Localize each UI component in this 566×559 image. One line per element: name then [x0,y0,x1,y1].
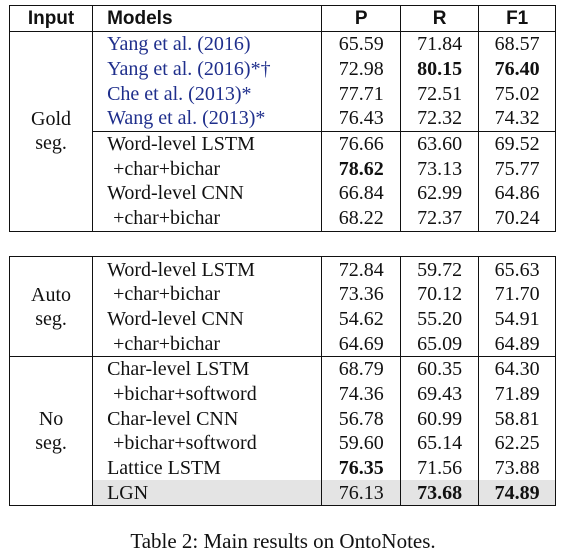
header-r: R [400,6,478,32]
value-r: 73.13 [400,156,478,181]
model-name: Word-level LSTM [93,257,322,282]
value-r: 72.32 [400,106,478,131]
table-row [10,257,556,282]
header-f1: F1 [479,6,556,32]
table-caption: Table 2: Main results on OntoNotes. [130,529,436,553]
value-p: 72.98 [322,57,400,82]
value-p: 77.71 [322,81,400,106]
value-p: 64.69 [322,331,400,356]
value-f1: 71.89 [479,382,556,407]
value-f1: 75.02 [479,81,556,106]
group-label-line: Auto [31,283,72,306]
value-r: 55.20 [400,307,478,332]
value-p: 68.22 [322,206,400,231]
value-r: 73.68 [400,480,478,505]
header-input: Input [10,6,93,32]
value-p: 54.62 [322,307,400,332]
model-name: Word-level CNN [93,181,322,206]
model-name: LGN [93,480,322,505]
value-p: 66.84 [322,181,400,206]
value-f1: 74.32 [479,106,556,131]
model-name: Yang et al. (2016) [93,32,322,57]
value-r: 59.72 [400,257,478,282]
table-body [10,32,556,506]
value-f1: 71.70 [479,282,556,307]
group-label-line: seg. [35,307,67,330]
value-r: 65.14 [400,431,478,456]
value-r: 70.12 [400,282,478,307]
group-label [10,32,93,232]
model-name: Char-level CNN [93,406,322,431]
value-p: 74.36 [322,382,400,407]
model-name: +char+bichar [93,282,322,307]
model-name: Wang et al. (2013)* [93,106,322,131]
value-r: 63.60 [400,131,478,156]
value-f1: 58.81 [479,406,556,431]
value-f1: 76.40 [479,57,556,82]
value-p: 56.78 [322,406,400,431]
group-label-line: seg. [35,132,67,155]
value-f1: 65.63 [479,257,556,282]
value-r: 69.43 [400,382,478,407]
value-r: 71.56 [400,456,478,481]
value-r: 72.51 [400,81,478,106]
value-p: 59.60 [322,431,400,456]
model-name: +char+bichar [93,156,322,181]
table-row [10,356,556,381]
value-r: 60.35 [400,356,478,381]
model-name: Che et al. (2013)* [93,81,322,106]
model-name: Word-level CNN [93,307,322,332]
value-f1: 68.57 [479,32,556,57]
model-name: Lattice LSTM [93,456,322,481]
value-f1: 74.89 [479,480,556,505]
model-name: +char+bichar [93,206,322,231]
value-f1: 64.86 [479,181,556,206]
model-name: +bichar+softword [93,431,322,456]
table-row [10,32,556,57]
model-name: Char-level LSTM [93,356,322,381]
model-name: +bichar+softword [93,382,322,407]
value-p: 65.59 [322,32,400,57]
results-table [9,5,556,506]
group-label-line: No [38,408,64,430]
value-r: 72.37 [400,206,478,231]
value-r: 80.15 [400,57,478,82]
value-p: 73.36 [322,282,400,307]
value-p: 78.62 [322,156,400,181]
model-name: Yang et al. (2016)*† [93,57,322,82]
group-label [10,356,93,505]
value-f1: 73.88 [479,456,556,481]
model-name: Word-level LSTM [93,131,322,156]
value-p: 76.35 [322,456,400,481]
value-p: 72.84 [322,257,400,282]
model-name: +char+bichar [93,331,322,356]
group-label-line: seg. [35,432,67,454]
header-models: Models [93,6,322,32]
value-p: 68.79 [322,356,400,381]
value-r: 71.84 [400,32,478,57]
double-rule [10,231,556,257]
value-r: 60.99 [400,406,478,431]
value-p: 76.43 [322,106,400,131]
value-f1: 69.52 [479,131,556,156]
value-f1: 64.30 [479,356,556,381]
group-label [10,257,93,357]
value-p: 76.13 [322,480,400,505]
value-f1: 70.24 [479,206,556,231]
group-spacer [10,231,556,257]
group-label-line: Gold [31,108,72,131]
value-r: 65.09 [400,331,478,356]
value-p: 76.66 [322,131,400,156]
header-p: P [322,6,400,32]
value-f1: 64.89 [479,331,556,356]
value-f1: 54.91 [479,307,556,332]
value-r: 62.99 [400,181,478,206]
value-f1: 62.25 [479,431,556,456]
header-row [10,6,556,32]
value-f1: 75.77 [479,156,556,181]
